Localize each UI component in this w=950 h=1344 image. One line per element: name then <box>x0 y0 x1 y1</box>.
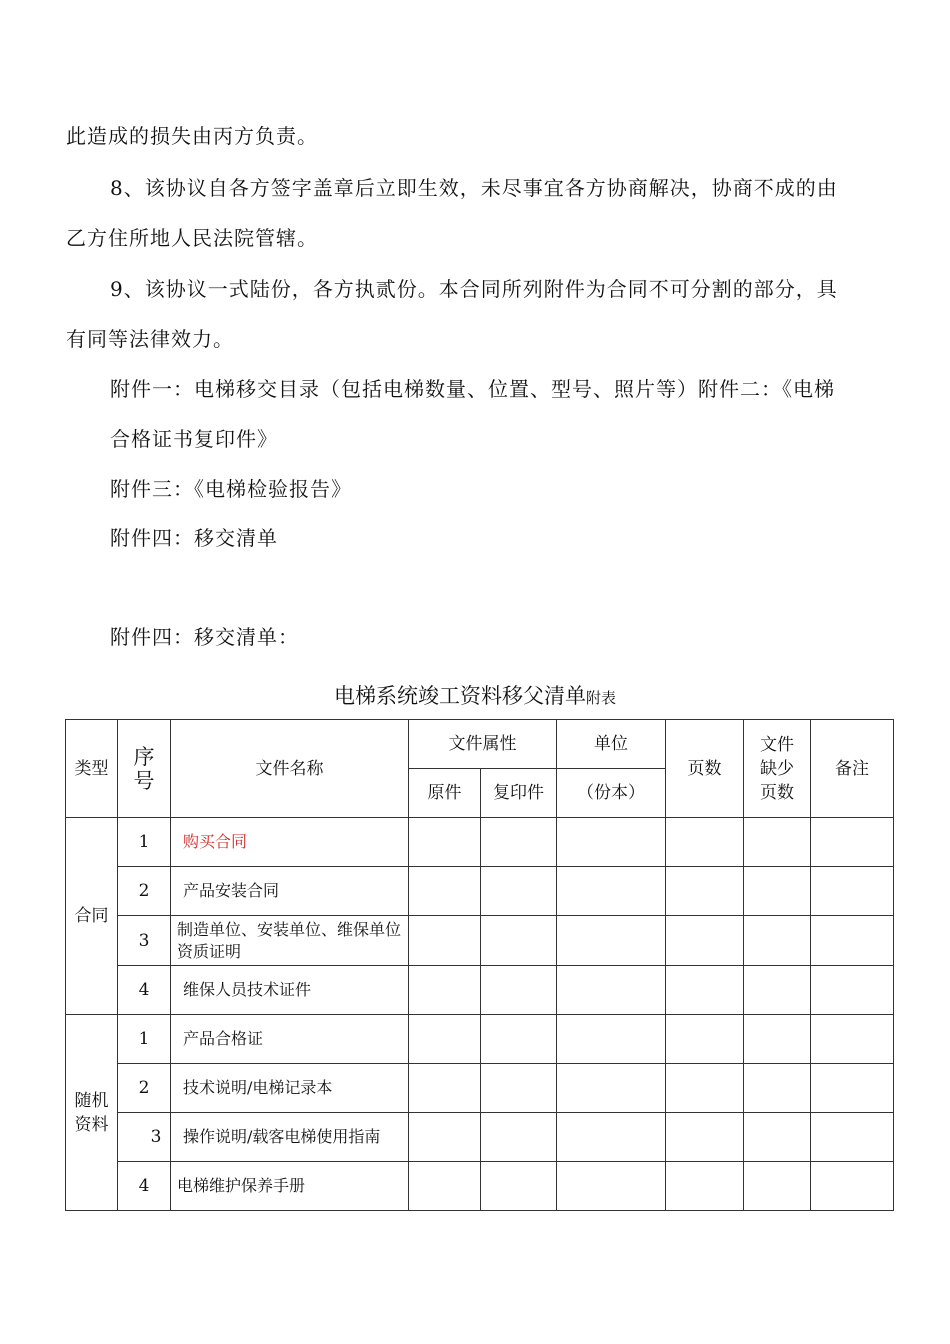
cell-copy[interactable] <box>481 1162 557 1211</box>
cell-copy[interactable] <box>481 1113 557 1162</box>
attachment-1-2-line-1: 附件一：电梯移交目录（包括电梯数量、位置、型号、照片等）附件二：《电梯 <box>110 377 835 401</box>
cell-remark[interactable] <box>811 1113 894 1162</box>
cell-copy[interactable] <box>481 818 557 867</box>
table-row <box>66 818 894 867</box>
row-seq: 3 <box>118 916 171 966</box>
cell-unit[interactable] <box>557 818 666 867</box>
handover-list-table <box>65 719 894 1211</box>
cell-pages[interactable] <box>666 1064 744 1113</box>
cell-remark[interactable] <box>811 966 894 1015</box>
header-unit: 单位 <box>557 720 666 769</box>
row-seq: 3 <box>118 1113 171 1162</box>
cell-missing[interactable] <box>744 916 811 966</box>
cell-pages[interactable] <box>666 818 744 867</box>
row-name: 技术说明/电梯记录本 <box>171 1064 409 1113</box>
row-name: 制造单位、安装单位、维保单位资质证明 <box>171 916 409 966</box>
cell-missing[interactable] <box>744 966 811 1015</box>
cell-missing[interactable] <box>744 867 811 916</box>
cell-copy[interactable] <box>481 1064 557 1113</box>
cell-copy[interactable] <box>481 1015 557 1064</box>
clause-8-line-1: 8、该协议自各方签字盖章后立即生效，未尽事宜各方协商解决，协商不成的由 <box>110 176 838 200</box>
cell-original[interactable] <box>409 1162 481 1211</box>
table-row <box>66 1113 894 1162</box>
cell-pages[interactable] <box>666 1015 744 1064</box>
cell-missing[interactable] <box>744 818 811 867</box>
cell-copy[interactable] <box>481 916 557 966</box>
cell-original[interactable] <box>409 1113 481 1162</box>
cell-missing[interactable] <box>744 1162 811 1211</box>
cell-pages[interactable] <box>666 1162 744 1211</box>
header-pages: 页数 <box>666 720 744 818</box>
attachment-3: 附件三：《电梯检验报告》 <box>110 477 352 501</box>
row-seq: 1 <box>118 818 171 867</box>
row-name: 维保人员技术证件 <box>171 966 409 1015</box>
row-name: 产品合格证 <box>171 1015 409 1064</box>
group-type-random-docs: 随机 资料 <box>66 1015 118 1211</box>
header-missing: 文件 缺少 页数 <box>744 720 811 818</box>
cell-original[interactable] <box>409 867 481 916</box>
cell-pages[interactable] <box>666 867 744 916</box>
cell-remark[interactable] <box>811 1162 894 1211</box>
attachment-4-heading: 附件四：移交清单： <box>110 625 299 649</box>
cell-unit[interactable] <box>557 1064 666 1113</box>
row-seq: 2 <box>118 1064 171 1113</box>
cell-missing[interactable] <box>744 1113 811 1162</box>
cell-pages[interactable] <box>666 966 744 1015</box>
table-header-row <box>66 720 894 769</box>
row-seq: 1 <box>118 1015 171 1064</box>
cell-pages[interactable] <box>666 916 744 966</box>
row-seq: 4 <box>118 1162 171 1211</box>
cell-unit[interactable] <box>557 916 666 966</box>
header-remark: 备注 <box>811 720 894 818</box>
cell-remark[interactable] <box>811 867 894 916</box>
row-name: 操作说明/载客电梯使用指南 <box>171 1113 409 1162</box>
cell-unit[interactable] <box>557 1113 666 1162</box>
cell-original[interactable] <box>409 818 481 867</box>
table-row <box>66 966 894 1015</box>
cell-original[interactable] <box>409 966 481 1015</box>
table-title <box>0 680 950 710</box>
attachment-1-2-line-2: 合格证书复印件》 <box>110 427 278 451</box>
cell-unit[interactable] <box>557 1015 666 1064</box>
row-name: 购买合同 <box>171 818 409 867</box>
cell-pages[interactable] <box>666 1113 744 1162</box>
cell-copy[interactable] <box>481 867 557 916</box>
table-row <box>66 1015 894 1064</box>
table-row <box>66 916 894 966</box>
table-row <box>66 867 894 916</box>
header-type: 类型 <box>66 720 118 818</box>
table-row <box>66 1064 894 1113</box>
table-title-text: 电梯系统竣工资料移父清单 <box>333 684 586 708</box>
cell-missing[interactable] <box>744 1015 811 1064</box>
table-row <box>66 1162 894 1211</box>
cell-original[interactable] <box>409 916 481 966</box>
header-original: 原件 <box>409 769 481 818</box>
header-seq: 序 号 <box>118 720 171 818</box>
cell-original[interactable] <box>409 1064 481 1113</box>
cell-missing[interactable] <box>744 1064 811 1113</box>
attachment-4: 附件四：移交清单 <box>110 526 278 550</box>
cell-unit[interactable] <box>557 867 666 916</box>
cell-remark[interactable] <box>811 916 894 966</box>
cell-remark[interactable] <box>811 818 894 867</box>
header-unit-sub: （份本） <box>557 769 666 818</box>
clause-9-line-1: 9、该协议一式陆份，各方执贰份。本合同所列附件为合同不可分割的部分，具 <box>110 277 838 301</box>
header-name: 文件名称 <box>171 720 409 818</box>
cell-copy[interactable] <box>481 966 557 1015</box>
cell-original[interactable] <box>409 1015 481 1064</box>
clause-8-line-2: 乙方住所地人民法院管辖。 <box>66 226 318 250</box>
group-type-contract: 合同 <box>66 818 118 1015</box>
row-seq: 4 <box>118 966 171 1015</box>
cell-unit[interactable] <box>557 1162 666 1211</box>
header-attr: 文件属性 <box>409 720 557 769</box>
paragraph-loss-liability: 此造成的损失由丙方负责。 <box>66 124 318 148</box>
cell-unit[interactable] <box>557 966 666 1015</box>
cell-remark[interactable] <box>811 1015 894 1064</box>
header-copy: 复印件 <box>481 769 557 818</box>
row-name: 产品安装合同 <box>171 867 409 916</box>
row-seq: 2 <box>118 867 171 916</box>
clause-9-line-2: 有同等法律效力。 <box>66 327 234 351</box>
row-name: 电梯维护保养手册 <box>171 1162 409 1211</box>
cell-remark[interactable] <box>811 1064 894 1113</box>
table-title-suffix: 附表 <box>585 689 616 707</box>
